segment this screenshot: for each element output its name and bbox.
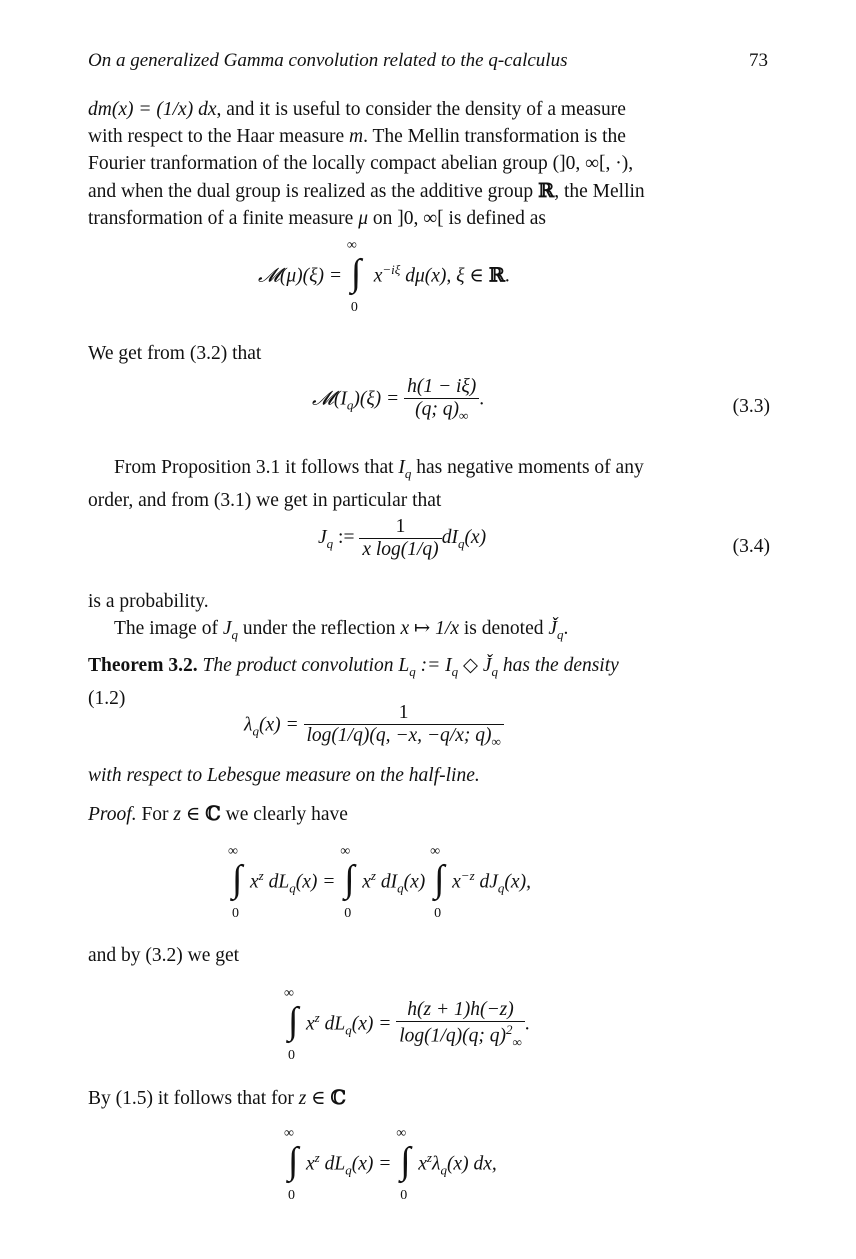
page-number: 73 (749, 50, 768, 71)
running-title: On a generalized Gamma convolution related to the q-calculus (88, 50, 568, 71)
integral-upper-limit: ∞ (396, 1126, 407, 1141)
exponent: −z (460, 867, 475, 883)
integral-sign: ∞ ∫ 0 (430, 844, 445, 921)
text-run: The image of (114, 618, 223, 639)
density-function: λ (431, 1153, 441, 1175)
punctuation: . (524, 1013, 530, 1035)
exponent: z (370, 867, 376, 883)
equation-lambda-density (244, 702, 504, 750)
equation-moment-product (228, 844, 531, 921)
text-run: By (1.5) it follows that for (88, 1088, 299, 1109)
subscript: ∞ (512, 1034, 522, 1050)
reals-symbol: ℝ (488, 263, 505, 287)
integral-lower-limit: 0 (434, 906, 442, 921)
reflection-map: x ↦ 1/x (400, 618, 460, 639)
page-header (88, 50, 768, 78)
math-symbol: z ∈ (173, 804, 206, 825)
subscript: q (289, 880, 296, 896)
equation-reference: (1.2) (88, 687, 126, 709)
subscript: q (440, 1162, 447, 1178)
subscript: ∞ (491, 733, 501, 749)
math-symbol: z ∈ (298, 1088, 331, 1109)
equation-density-identity (284, 1126, 497, 1203)
equation-term-end: (x) = (351, 1013, 392, 1035)
text-line: and by (3.2) we get (88, 945, 240, 966)
text-run: has the density (498, 655, 619, 676)
equation-term-end: (x) dx, (446, 1153, 497, 1175)
exponent: z (314, 1009, 320, 1025)
differential: dL (263, 871, 290, 893)
equation-number-3-4: (3.4) (732, 536, 770, 557)
text-line: with respect to Lebesgue measure on the half-line. (88, 765, 480, 786)
equation-term-end: (x) (403, 871, 426, 893)
text-line: Fourier tranformation of the locally compact abelian group (]0, ∞[, ·), (88, 153, 634, 174)
complex-symbol: ℂ (330, 1086, 346, 1109)
assign-operator: := (333, 526, 355, 548)
subscript: q (345, 1022, 352, 1038)
equation-term-end: (x) = (295, 871, 336, 893)
denominator (396, 1021, 524, 1050)
fraction (304, 702, 504, 750)
subscript: q (404, 465, 412, 481)
integrand: x (306, 1013, 315, 1035)
integral-sign: ∞ ∫ 0 (284, 1126, 299, 1203)
text-line: is a probability. (88, 591, 209, 612)
subscript: q (451, 663, 459, 679)
equation-lhs-end: (x) = (258, 714, 299, 736)
subscript: q (557, 626, 564, 642)
equation-lhs: 𝓜(μ)(ξ) = (258, 265, 342, 287)
punctuation: . (479, 388, 485, 410)
math-symbol: m (348, 126, 364, 147)
equation-3-4 (318, 516, 486, 561)
equation-lhs: 𝓜(I (312, 388, 347, 410)
integral-lower-limit: 0 (232, 906, 239, 921)
integral-lower-limit: 0 (344, 906, 352, 921)
integral-sign: ∞ ∫ 0 (340, 844, 355, 921)
paragraph-by-3-2 (88, 942, 770, 969)
integral-sign: ∞ ∫ 0 (228, 844, 243, 921)
integrand-rest: dμ(x), ξ ∈ (400, 265, 489, 287)
text-line: We get from (3.2) that (88, 343, 262, 364)
equation-lhs-end: )(ξ) = (353, 388, 400, 410)
denominator-text: log(1/q)(q, −x, −q/x; q) (306, 725, 492, 746)
integral-lower-limit: 0 (400, 1188, 408, 1203)
integral-lower-limit: 0 (288, 1048, 295, 1063)
equation-lhs: J (318, 526, 327, 548)
text-run: we clearly have (220, 804, 348, 825)
equation-number-3-3: (3.3) (732, 396, 770, 417)
integrand: x (250, 871, 259, 893)
text-run: transformation of a finite measure (88, 208, 359, 229)
denominator (404, 398, 479, 424)
integral-sign: ∞ ∫ 0 (396, 1126, 411, 1203)
fraction (396, 999, 524, 1050)
theorem-ending (88, 762, 770, 789)
denominator: x log(1/q) (359, 538, 441, 561)
equation-term-end: (x) = (351, 1153, 392, 1175)
paragraph-mellin-intro (88, 96, 770, 232)
text-run: is denoted (459, 618, 549, 639)
denominator-text: (q; q) (415, 399, 459, 420)
paragraph-by-1-5 (88, 1084, 770, 1112)
exponent: z (314, 1149, 320, 1165)
differential: dL (319, 1153, 346, 1175)
text-run: From Proposition 3.1 it follows that (114, 457, 399, 478)
text-run: and when the dual group is realized as the additive group (88, 181, 538, 202)
subscript: q (231, 626, 238, 642)
subscript: q (409, 663, 416, 679)
text-run: has negative moments of any (411, 457, 644, 478)
math-symbol: J (222, 618, 232, 639)
subscript: q (491, 663, 499, 679)
text-run: . The Mellin transformation is the (363, 126, 626, 147)
theorem-label: Theorem 3.2. (88, 655, 198, 676)
reals-symbol: ℝ (538, 179, 555, 202)
fraction (359, 516, 441, 561)
denominator-text: log(1/q)(q; q) (399, 1025, 506, 1047)
math-symbol: μ (358, 208, 368, 229)
integrand: x (373, 265, 383, 287)
numerator: h(z + 1)h(−z) (407, 999, 514, 1021)
proof-start (88, 800, 770, 828)
differential: dL (319, 1013, 346, 1035)
integral-lower-limit: 0 (288, 1188, 295, 1203)
equation-moment-formula (284, 986, 530, 1063)
proof-label: Proof. (88, 804, 137, 825)
complex-symbol: ℂ (205, 802, 221, 825)
text-run: under the reflection (238, 618, 401, 639)
haar-measure-formula: dm(x) = (1/x) dx (88, 99, 217, 120)
exponent: z (426, 1149, 432, 1165)
subscript: q (397, 880, 404, 896)
denominator (304, 724, 504, 750)
integrand: x (418, 1153, 427, 1175)
text-run: The product convolution (197, 655, 399, 676)
integral-upper-limit: ∞ (346, 238, 357, 253)
math-symbol: I (398, 457, 405, 478)
exponent: z (258, 867, 264, 883)
integral-lower-limit: 0 (350, 300, 358, 315)
punctuation: . (504, 265, 510, 287)
integral-upper-limit: ∞ (430, 844, 441, 859)
text-run: , and it is useful to consider the density of a measure (216, 99, 626, 120)
subscript: q (346, 397, 354, 413)
exponent: −iξ (382, 261, 401, 277)
differential: dI (375, 871, 398, 893)
math-symbol: L (398, 655, 410, 676)
paragraph-probability (88, 588, 770, 615)
numerator: 1 (398, 702, 409, 723)
integral-sign: ∞ ∫ 0 (284, 986, 299, 1063)
text-run: with respect to the Haar measure (88, 126, 349, 147)
paragraph-from-3-2 (88, 340, 770, 367)
paragraph-reflection (88, 615, 770, 648)
subscript: q (497, 880, 505, 896)
integral-upper-limit: ∞ (228, 844, 238, 859)
text-run: on ]0, ∞[ is defined as (368, 208, 546, 229)
subscript: q (345, 1162, 352, 1178)
exponent: 2 (505, 1022, 513, 1038)
text-run: For (136, 804, 174, 825)
equation-rhs: dI (441, 526, 458, 548)
integral-upper-limit: ∞ (284, 1126, 294, 1141)
text-run: , the Mellin (554, 181, 645, 202)
math-symbol: ◇ J̌ (458, 655, 492, 676)
integrand: x (306, 1153, 315, 1175)
integrand: x (362, 871, 371, 893)
integral-sign: ∞ ∫ 0 (346, 238, 362, 315)
integrand: x (452, 871, 461, 893)
differential: dJ (474, 871, 498, 893)
integral-upper-limit: ∞ (284, 986, 294, 1001)
fraction (404, 376, 479, 424)
numerator: 1 (395, 516, 406, 537)
equation-mellin-transform (258, 238, 510, 315)
text-line: order, and from (3.1) we get in particular that (88, 489, 442, 511)
math-symbol: J̌ (548, 618, 558, 639)
paragraph-negative-moments (88, 454, 770, 514)
subscript: q (252, 723, 259, 739)
punctuation: . (563, 618, 569, 639)
subscript: q (457, 535, 465, 551)
subscript: q (326, 535, 334, 551)
equation-term-end: (x), (504, 871, 531, 893)
equation-lhs: λ (244, 714, 253, 736)
numerator: h(1 − iξ) (407, 376, 477, 397)
equation-rhs-end: (x) (464, 526, 487, 548)
math-symbol: := I (415, 655, 452, 676)
subscript: ∞ (458, 407, 469, 423)
integral-upper-limit: ∞ (340, 844, 351, 859)
equation-3-3 (312, 376, 484, 424)
